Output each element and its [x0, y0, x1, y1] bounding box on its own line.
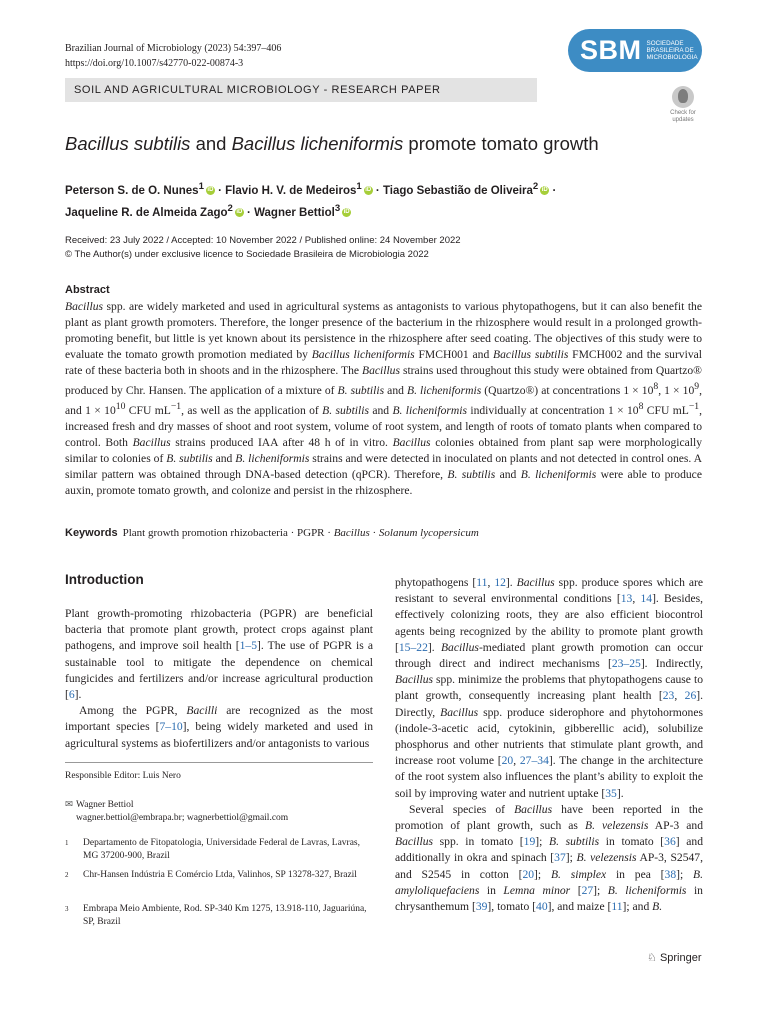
italic-run: Bacillus [395, 835, 433, 849]
affiliation-text: Embrapa Meio Ambiente, Rod. SP-340 Km 1275, 13.918-110, Jaguariúna, SP, Brazil [83, 904, 367, 927]
superscript: 8 [653, 381, 659, 392]
reference-link[interactable]: 20 [522, 867, 535, 881]
body-column-right [395, 575, 703, 915]
title-rest: promote tomato growth [403, 133, 599, 154]
corresponding-author [65, 799, 288, 824]
affiliation [65, 903, 368, 929]
reference-link[interactable]: 20 [501, 754, 514, 768]
author-name[interactable]: Flavio H. V. de Medeiros [225, 184, 357, 197]
reference-link[interactable]: 12 [494, 576, 506, 589]
author-name[interactable]: Jaqueline R. de Almeida Zago [65, 206, 228, 219]
journal-header [65, 41, 281, 71]
affiliation-marker: 3 [334, 202, 341, 214]
section-banner: SOIL AND AGRICULTURAL MICROBIOLOGY - RESEARCH PAPER [65, 78, 537, 102]
italic-run: Bacillus [132, 435, 171, 449]
keywords-text: Plant growth promotion rhizobacteria · PGPR · Bacillus · Solanum lycopersicum [122, 527, 479, 539]
reference-link[interactable]: 19 [523, 835, 536, 849]
italic-run: B. subtilis [322, 403, 369, 417]
reference-link[interactable]: 39 [475, 900, 488, 914]
author-name[interactable]: Wagner Bettiol [254, 206, 335, 219]
springer-horse-icon: ♘ [647, 952, 657, 964]
reference-link[interactable]: 38 [664, 867, 677, 881]
springer-logo [647, 951, 702, 964]
affiliation-marker: 1 [356, 181, 362, 192]
italic-run: Bacillus [440, 705, 479, 719]
affiliation-marker: 2 [532, 181, 539, 192]
affiliation-number: 3 [65, 905, 69, 913]
italic-run: B. amyloliquefaciens [395, 867, 703, 897]
reference-link[interactable]: 13 [620, 592, 633, 606]
italic-run: B. licheniformis [520, 467, 597, 481]
check-updates-line: Check for [670, 110, 696, 116]
italic-run: Bacillus subtilis [493, 348, 569, 361]
italic-run: B. simplex [550, 867, 607, 881]
affiliation-number: 2 [65, 871, 69, 879]
copyright-line: © The Author(s) under exclusive licence to Sociedade Brasileira de Microbiologia 2022 [65, 248, 429, 260]
affiliation [65, 837, 368, 863]
italic-run: Bacillus [392, 435, 431, 449]
sbm-logo-line: BRASILEIRA DE [646, 47, 694, 54]
superscript: −1 [170, 400, 182, 412]
reference-link[interactable]: 15–22 [398, 640, 428, 654]
reference-link[interactable]: 11 [476, 576, 488, 589]
publication-dates [65, 234, 461, 261]
article-title [65, 133, 599, 155]
italic-run: B. licheniformis [607, 883, 687, 897]
orcid-icon[interactable]: iD [236, 209, 243, 216]
affiliation-marker: 1 [198, 181, 204, 192]
italic-run: Bacillus [395, 673, 433, 687]
reference-link[interactable]: 6 [68, 688, 75, 702]
italic-run: B. [652, 900, 663, 914]
keywords [65, 527, 479, 539]
author-name[interactable]: Tiago Sebastião de Oliveira [382, 184, 533, 197]
affiliation-text: Departamento de Fitopatologia, Universidade Federal de Lavras, Lavras, MG 37200-900, Brazil [83, 838, 360, 861]
paragraph: Several species of Bacillus have been reported in the promotion of plant growth, such as B. velezensis AP-3 and Bacillus spp. in tomato [19]; B. subtilis in tomato [36] and additionally in okra and spinach [37]; B. velezensis AP-3, S2547, and S2545 in cotton [20]; B. simplex in pea [38]; B. amyloliquefaciens in Lemna minor [27]; B. licheniformis in chrysanthemum [39], tomato [40], and maize [11]; and B. [395, 802, 703, 914]
italic-run: Bacillus [333, 527, 370, 539]
reference-link[interactable]: 40 [536, 900, 548, 914]
sbm-logo-text [647, 40, 698, 61]
italic-run: Bacillus [516, 576, 555, 589]
reference-link[interactable]: 23–25 [611, 657, 641, 671]
italic-run: B. subtilis [549, 835, 600, 849]
paragraph: Among the PGPR, Bacilli are recognized as the most important species [7–10], being widely marketed and used in agricultural systems as biofertilizers and/or antagonists to various [65, 704, 373, 750]
keywords-label: Keywords [65, 527, 118, 539]
superscript: 8 [638, 400, 644, 412]
reference-link[interactable]: 26 [684, 689, 697, 703]
reference-link[interactable]: 11 [611, 900, 623, 914]
author-separator: · [372, 184, 383, 197]
orcid-icon[interactable]: iD [207, 187, 214, 194]
reference-link[interactable]: 23 [662, 689, 675, 703]
sbm-logo-line: SOCIEDADE [646, 40, 684, 47]
responsible-editor: Responsible Editor: Luis Nero [65, 771, 181, 781]
paragraph: Plant growth-promoting rhizobacteria (PGPR) are beneficial bacteria that promote plant growth, protect crops against plant pathogens, and improve soil health [1–5]. The use of PGPR is a sustainable tool to mitigate the dependence on chemical fungicides and fertilizers and/or increase agricultural production [6]. [65, 607, 373, 702]
italic-run: Lemna minor [503, 883, 571, 897]
affiliation-text: Chr-Hansen Indústria E Comércio Ltda, Valinhos, SP 13278-327, Brazil [83, 870, 357, 880]
italic-run: B. licheniformis [392, 403, 467, 417]
author-line [65, 178, 559, 200]
italic-run: B. licheniformis [235, 451, 310, 465]
italic-run: Bacillus [514, 802, 553, 816]
author-list [65, 178, 559, 222]
orcid-icon[interactable]: iD [343, 209, 350, 216]
journal-citation: Brazilian Journal of Microbiology (2023) 54:397–406 [65, 43, 282, 54]
affiliation [65, 869, 368, 882]
author-separator: · [549, 184, 560, 197]
reference-link[interactable]: 27 [581, 883, 594, 897]
abstract-heading: Abstract [65, 284, 110, 296]
orcid-icon[interactable]: iD [541, 187, 548, 194]
abstract-text: Bacillus spp. are widely marketed and used in agricultural systems as antagonists to various phytopathogens, but it can also benefit the plant as plant growth promoters. Therefore, the longer presence of the bacterium in the rhizosphere would result in a prolonged growth-promoting benefit, but little is yet known about its persistence in the rhizosphere after seed coating. The objectives of this study were to evaluate the tomato growth promotion mediated by Bacillus licheniformis FMCH001 and Bacillus subtilis FMCH002 and the survival rate of these bacteria both in shoots and in the rhizosphere. The Bacillus strains used throughout this study were obtained from Quartzo® produced by Chr. Hansen. The application of a mixture of B. subtilis and B. licheniformis (Quartzo®) at concentrations $1 \times 10^8$, $1 \times 10^9$, and $1 \times 10^{10}$ CFU $mL^{-1}$, as well as the application of B. subtilis and B. licheniformis individually at concentration $1 \times 10^8$ CFU $mL^{-1}$, increased fresh and dry masses of shoot and root system, volume of root system, and length of roots of tomato plants when compared to control. Both Bacillus strains produced IAA after 48 h of in vitro. Bacillus colonies obtained from plant sap were morphologically similar to colonies of B. subtilis and B. licheniformis strains and were detected in inoculated on plants and not detected in control ones. A similar pattern was obtained through DNA-based detection (qPCR). Therefore, B. subtilis and B. licheniformis were able to produce auxin, promote tomato growth, and colonize and persist in the rhizosphere. [65, 300, 703, 497]
author-line [65, 200, 559, 222]
check-updates-text [666, 110, 700, 124]
italic-run: Solanum lycopersicum [378, 527, 479, 539]
italic-run: Bacillus [361, 364, 400, 377]
superscript: 9 [694, 381, 700, 392]
italic-run: B. velezensis [584, 819, 649, 833]
affiliation-marker: 2 [227, 202, 233, 214]
italic-run: B. subtilis [447, 467, 496, 481]
title-species: Bacillus subtilis [65, 133, 191, 154]
section-heading-introduction: Introduction [65, 572, 144, 587]
check-updates-line: updates [672, 117, 694, 123]
italic-run: B. licheniformis [406, 383, 482, 397]
italic-run: Bacillus [440, 640, 479, 654]
envelope-icon: ✉ [65, 800, 73, 810]
check-for-updates-badge[interactable] [666, 86, 700, 124]
doi-link[interactable]: https://doi.org/10.1007/s42770-022-00874-3 [65, 58, 244, 69]
reference-link[interactable]: 27–34 [519, 754, 549, 768]
author-name[interactable]: Peterson S. de O. Nunes [65, 184, 199, 197]
author-separator: · [214, 184, 226, 197]
dates-line: Received: 23 July 2022 / Accepted: 10 November 2022 / Published online: 24 November 2022 [65, 235, 461, 246]
italic-run: B. subtilis [166, 451, 213, 465]
affiliation-number: 1 [65, 839, 69, 847]
orcid-icon[interactable]: iD [365, 187, 372, 194]
italic-run: B. subtilis [337, 383, 385, 397]
sbm-logo [568, 29, 702, 72]
superscript: 10 [115, 400, 126, 412]
reference-link[interactable]: 35 [605, 786, 617, 800]
footnote-divider [65, 762, 373, 763]
reference-link[interactable]: 1–5 [239, 639, 257, 653]
title-conjunction: and [190, 133, 232, 154]
italic-run: Bacilli [186, 704, 218, 718]
sbm-logo-line: MICROBIOLOGIA [646, 54, 698, 61]
reference-link[interactable]: 36 [664, 835, 676, 849]
title-species: Bacillus licheniformis [231, 133, 404, 154]
paragraph: phytopathogens [11, 12]. Bacillus spp. produce spores which are resistant to several environmental conditions [13, 14]. Besides, effectively colonizing roots, they are also efficient biocontrol agents being recognized by the ability to promote plant growth [15–22]. Bacillus-mediated plant growth promotion can occur through direct and indirect mechanisms [23–25]. Indirectly, Bacillus spp. minimize the problems that phytopathogens cause to plant growth, consequently increasing plant health [23, 26]. Directly, Bacillus spp. produce siderophore and phytohormones (indole-3-acetic acid, cytokinin, gibberellic acid), solubilize phosphorus and other nutrients that stimulate plant growth, and increase root volume [20, 27–34]. The change in the architecture of the root system also influences the plant’s ability to exploit the soil by improving water and nutrient uptake [35]. [395, 576, 704, 800]
bookmark-icon [672, 86, 694, 108]
superscript: −1 [688, 400, 700, 412]
italic-run: Bacillus [65, 300, 103, 313]
italic-run: Bacillus licheniformis [311, 348, 415, 361]
sbm-logo-mark: SBM [580, 35, 642, 65]
publisher-name: Springer [659, 952, 702, 964]
italic-run: B. velezensis [576, 851, 637, 865]
reference-link[interactable]: 14 [640, 592, 653, 606]
reference-link[interactable]: 7–10 [159, 720, 183, 734]
author-separator: · [243, 206, 255, 219]
body-column-left [65, 606, 373, 752]
contact-emails[interactable]: wagner.bettiol@embrapa.br; wagnerbettiol@gmail.com [76, 812, 289, 823]
reference-link[interactable]: 37 [554, 851, 566, 865]
contact-name: Wagner Bettiol [76, 800, 134, 810]
